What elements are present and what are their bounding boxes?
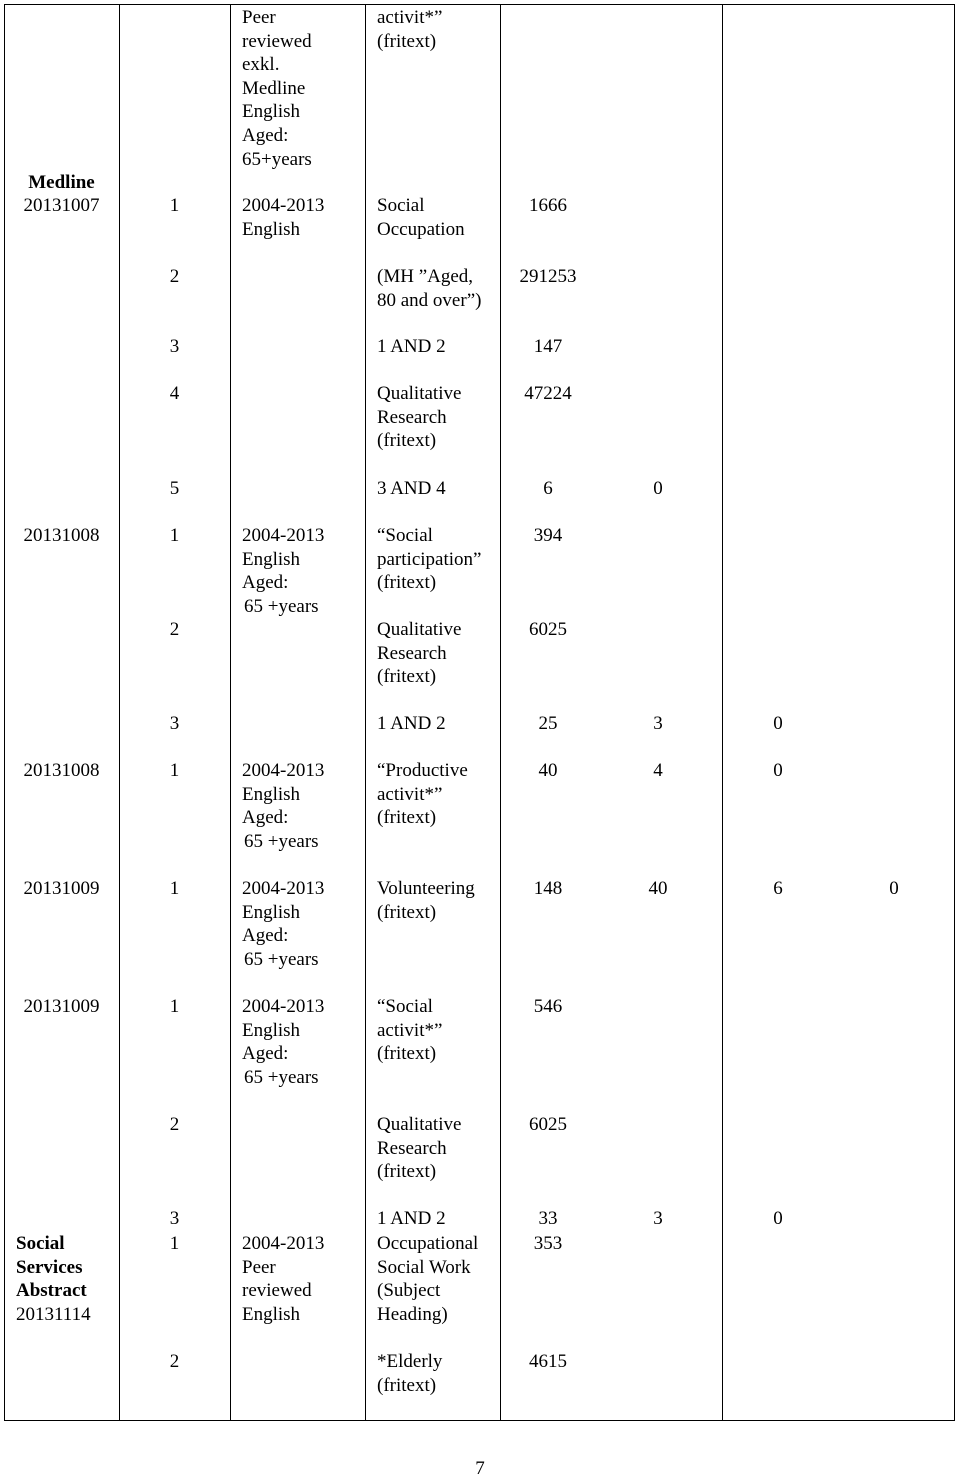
search-terms-cell: Volunteering (fritext) — [377, 878, 475, 923]
search-terms-cell: (MH ”Aged, 80 and over”) — [377, 266, 482, 311]
relevant-abstracts-cell: 0 — [773, 713, 783, 734]
relevant-abstracts-cell: 6 — [773, 878, 783, 899]
step-number: 1 — [169, 878, 180, 899]
hits-cell: 147 — [533, 336, 563, 357]
limits-cell: 2004-2013 English Aged: 65 +years — [242, 760, 325, 852]
hits-cell: 148 — [533, 878, 563, 899]
column-divider — [722, 4, 723, 1421]
search-terms-cell: “Productive activit*” (fritext) — [377, 760, 468, 829]
search-terms-cell: 3 AND 4 — [377, 478, 446, 499]
hits-cell: 6 — [543, 478, 553, 499]
database-date: 20131009 — [23, 878, 100, 899]
page-number: 7 — [475, 1458, 485, 1479]
limits-cell: Peer reviewed exkl. Medline English Aged: 65+years — [242, 7, 312, 170]
step-number: 4 — [169, 383, 180, 404]
search-terms-cell: “Social participation” (fritext) — [377, 525, 482, 594]
step-number: 1 — [169, 1233, 180, 1254]
search-terms-cell: Qualitative Research (fritext) — [377, 619, 462, 688]
search-terms-cell: Qualitative Research (fritext) — [377, 1114, 462, 1183]
hits-cell: 394 — [533, 525, 563, 546]
limits-cell: 2004-2013 English — [242, 195, 325, 240]
search-terms-cell: activit*” (fritext) — [377, 7, 443, 52]
step-number: 2 — [169, 619, 180, 640]
included-cell: 0 — [889, 878, 899, 899]
relevant-abstracts-cell: 0 — [773, 1208, 783, 1229]
step-number: 1 — [169, 525, 180, 546]
hits-cell: 25 — [538, 713, 558, 734]
database-date: 20131009 — [23, 996, 100, 1017]
step-number: 1 — [169, 195, 180, 216]
step-number: 1 — [169, 996, 180, 1017]
hits-cell: 4615 — [529, 1351, 567, 1372]
step-number: 3 — [169, 1208, 180, 1229]
database-date: 20131008 — [23, 525, 100, 546]
limits-cell: 2004-2013 Peer reviewed English — [242, 1233, 325, 1325]
step-number: 3 — [169, 713, 180, 734]
relevant-abstracts-cell: 0 — [773, 760, 783, 781]
step-number: 2 — [169, 266, 180, 287]
hits-cell: 546 — [533, 996, 563, 1017]
hits-cell: 353 — [533, 1233, 563, 1254]
search-terms-cell: Qualitative Research (fritext) — [377, 383, 462, 452]
hits-cell: 40 — [538, 760, 558, 781]
search-terms-cell: *Elderly (fritext) — [377, 1351, 443, 1396]
step-number: 5 — [169, 478, 180, 499]
hits-cell: 47224 — [524, 383, 572, 404]
step-number: 1 — [169, 760, 180, 781]
step-number: 3 — [169, 336, 180, 357]
relevant-titles-cell: 3 — [653, 1208, 663, 1229]
database-cell: Social Services Abstract 20131114 — [16, 1233, 91, 1325]
limits-cell: 2004-2013 English Aged: 65 +years — [242, 878, 325, 970]
limits-cell: 2004-2013 English Aged: 65 +years — [242, 996, 325, 1088]
hits-cell: 6025 — [529, 1114, 567, 1135]
database-date: 20131008 — [23, 760, 100, 781]
search-terms-cell: Social Occupation — [377, 195, 465, 240]
hits-cell: 6025 — [529, 619, 567, 640]
step-number: 2 — [169, 1114, 180, 1135]
database-cell: Medline — [28, 172, 95, 193]
search-terms-cell: Occupational Social Work (Subject Heading) — [377, 1233, 479, 1325]
relevant-titles-cell: 0 — [653, 478, 663, 499]
search-terms-cell: 1 AND 2 — [377, 1208, 446, 1229]
database-date: 20131007 — [23, 195, 100, 216]
column-divider — [230, 4, 231, 1421]
limits-cell: 2004-2013 English Aged: 65 +years — [242, 525, 325, 617]
search-terms-cell: “Social activit*” (fritext) — [377, 996, 443, 1065]
relevant-titles-cell: 3 — [653, 713, 663, 734]
search-terms-cell: 1 AND 2 — [377, 336, 446, 357]
relevant-titles-cell: 40 — [648, 878, 668, 899]
step-number: 2 — [169, 1351, 180, 1372]
hits-cell: 1666 — [529, 195, 567, 216]
hits-cell: 291253 — [519, 266, 577, 287]
hits-cell: 33 — [538, 1208, 558, 1229]
column-divider — [365, 4, 366, 1421]
relevant-titles-cell: 4 — [653, 760, 663, 781]
search-terms-cell: 1 AND 2 — [377, 713, 446, 734]
